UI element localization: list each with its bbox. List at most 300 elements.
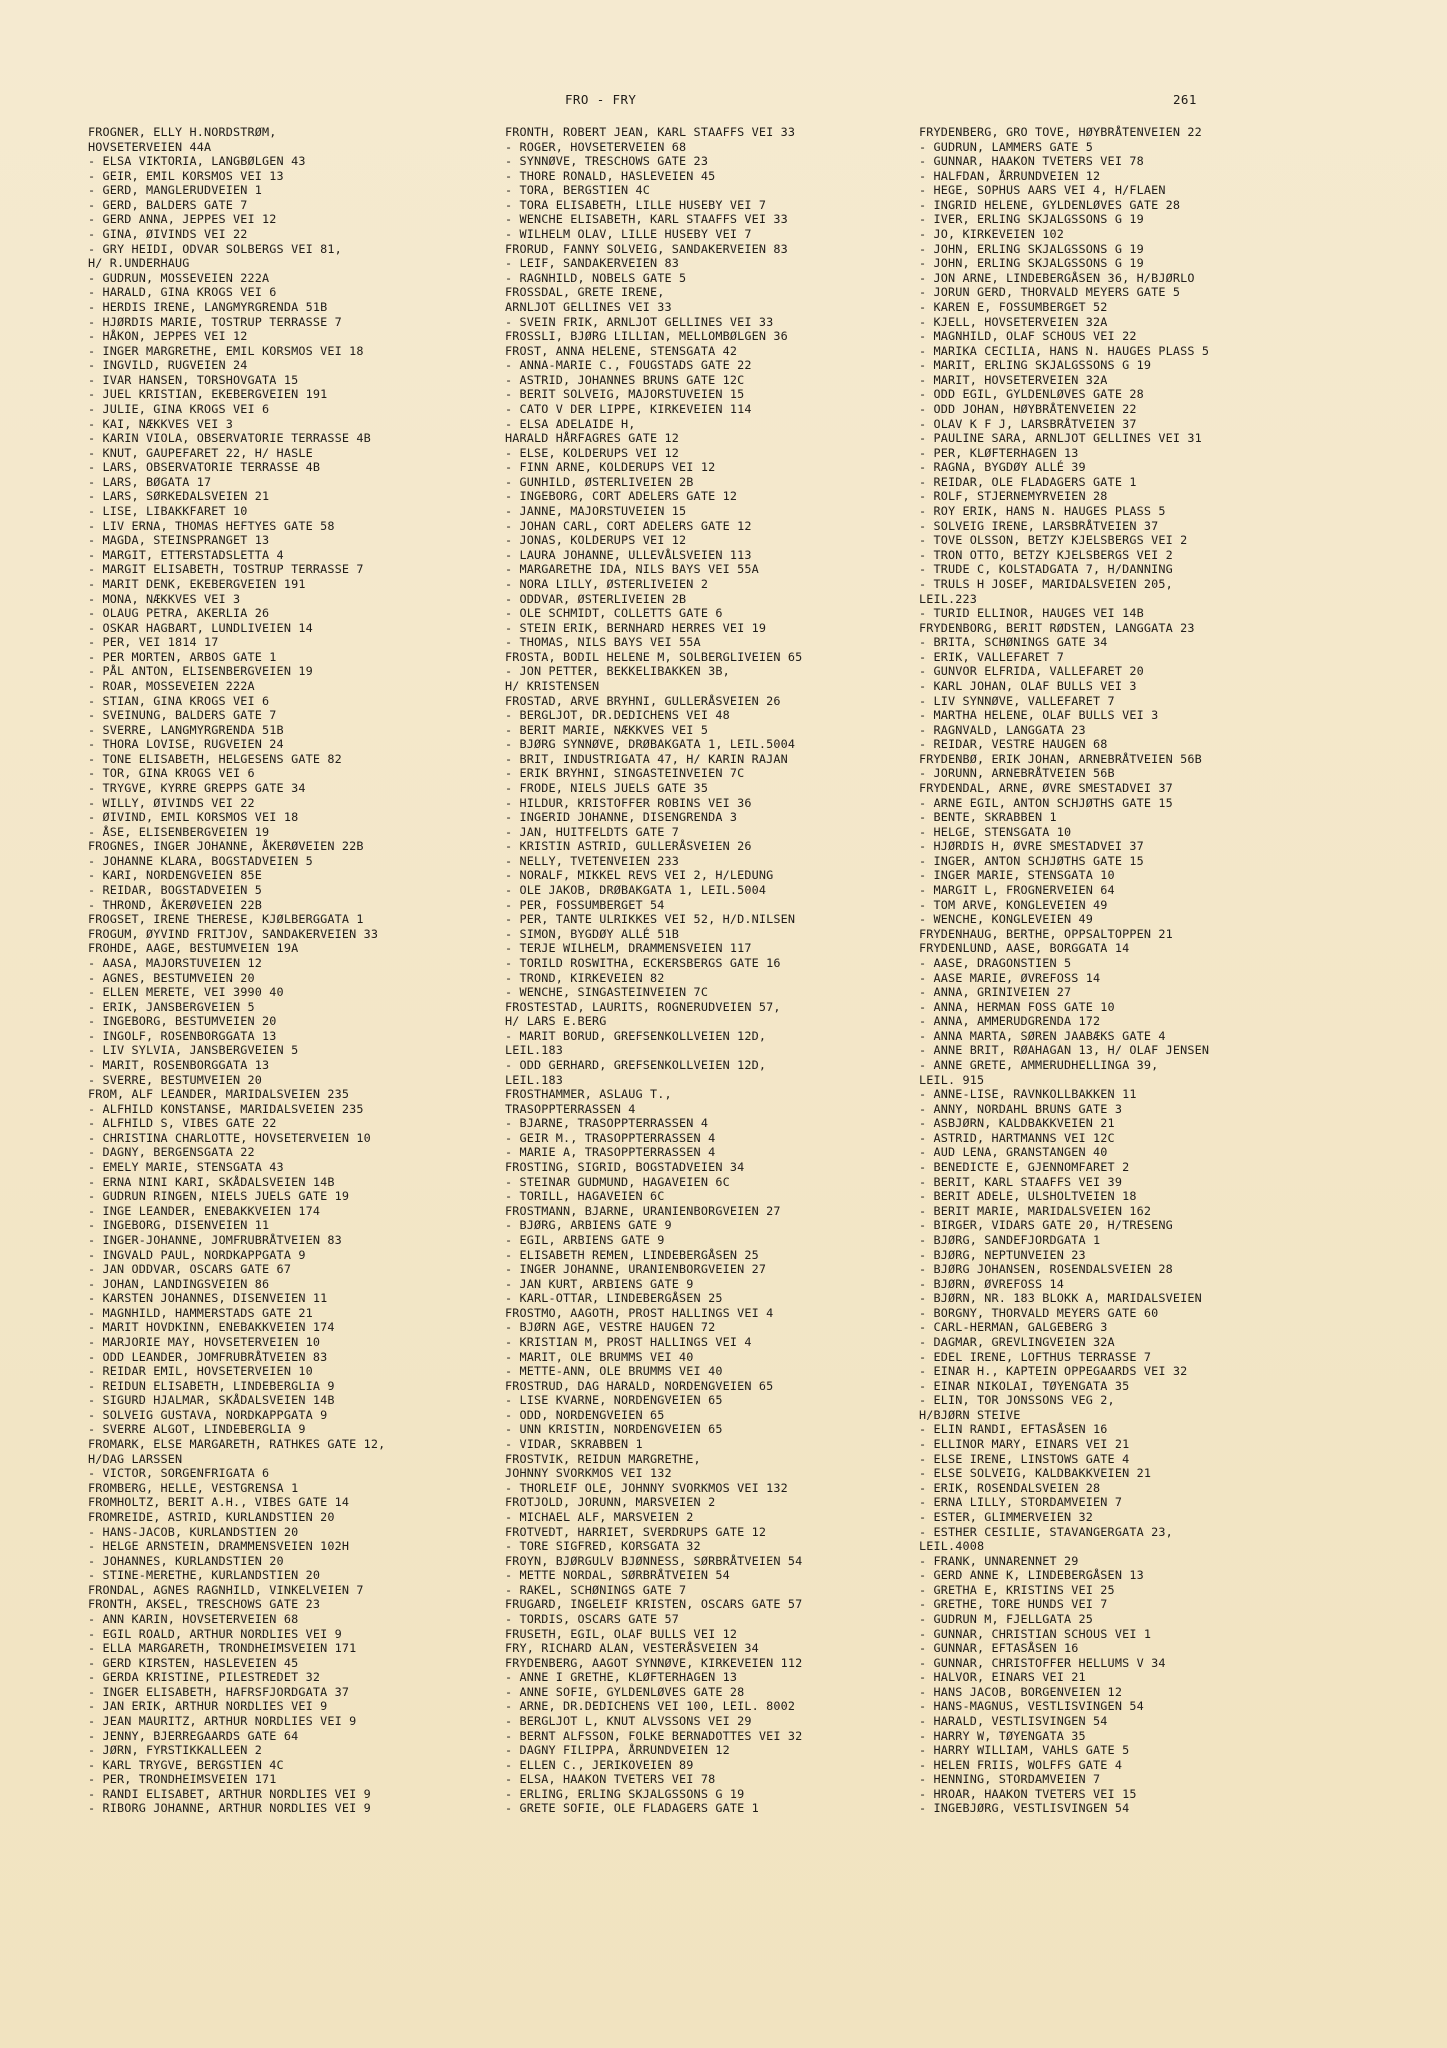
directory-entry-line: - INGER MARIE, STENSGATA 10 <box>919 868 1115 883</box>
directory-entry-line: - REIDAR, VESTRE HAUGEN 68 <box>919 737 1108 752</box>
directory-entry-line: - ELSE, KOLDERUPS VEI 12 <box>505 445 680 460</box>
directory-entry-line: - GERD ANNA, JEPPES VEI 12 <box>88 212 277 227</box>
directory-entry-line: - TRUDE C, KOLSTADGATA 7, H/DANNING <box>919 562 1173 577</box>
directory-entry-line: - GUDRUN RINGEN, NIELS JUELS GATE 19 <box>88 1189 350 1204</box>
directory-entry-line: - ERIK, ROSENDALSVEIEN 28 <box>919 1480 1101 1495</box>
directory-entry-line: - HANS-MAGNUS, VESTLISVINGEN 54 <box>919 1699 1144 1714</box>
directory-entry-line: - ASBJØRN, KALDBAKKVEIEN 21 <box>919 1116 1115 1131</box>
directory-entry-line: FROSSDAL, GRETE IRENE, <box>505 285 665 300</box>
directory-entry-line: - MARGIT, ETTERSTADSLETTA 4 <box>88 547 284 562</box>
directory-entry-line: LEIL.4008 <box>919 1539 985 1554</box>
directory-entry-line: - LEIF, SANDAKERVEIEN 83 <box>505 256 680 271</box>
directory-entry-line: - ELLEN MERETE, VEI 3990 40 <box>88 985 284 1000</box>
directory-entry-line: - NORA LILLY, ØSTERLIVEIEN 2 <box>505 576 709 591</box>
directory-entry-line: - JOHN, ERLING SKJALGSSONS G 19 <box>919 241 1144 256</box>
directory-entry-line: - NELLY, TVETENVEIEN 233 <box>505 853 680 868</box>
directory-entry-line: - ANNE I GRETHE, KLØFTERHAGEN 13 <box>505 1670 738 1685</box>
directory-entry-line: - JOHAN CARL, CORT ADELERS GATE 12 <box>505 518 752 533</box>
directory-entry-line: - AASE, DRAGONSTIEN 5 <box>919 955 1072 970</box>
directory-entry-line: - TORA, BERGSTIEN 4C <box>505 183 651 198</box>
directory-entry-line: FRYDENBERG, AAGOT SYNNØVE, KIRKEVEIEN 112 <box>505 1655 803 1670</box>
directory-entry-line: - MARGARETHE IDA, NILS BAYS VEI 55A <box>505 562 759 577</box>
directory-entry-line: - BERIT MARIE, NÆKKVES VEI 5 <box>505 722 709 737</box>
directory-entry-line: - TOVE OLSSON, BETZY KJELSBERGS VEI 2 <box>919 533 1188 548</box>
directory-entry-line: - ROY ERIK, HANS N. HAUGES PLASS 5 <box>919 504 1166 519</box>
directory-entry-line: - KAREN E, FOSSUMBERGET 52 <box>919 299 1108 314</box>
directory-entry-line: - MARIE A, TRASOPPTERRASSEN 4 <box>505 1145 716 1160</box>
directory-entry-line: - SVEINUNG, BALDERS GATE 7 <box>88 708 277 723</box>
directory-entry-line: - VIDAR, SKRABBEN 1 <box>505 1437 643 1452</box>
directory-entry-line: - ROAR, MOSSEVEIEN 222A <box>88 678 255 693</box>
directory-entry-line: - JENNY, BJERREGAARDS GATE 64 <box>88 1728 299 1743</box>
directory-entry-line: FROYN, BJØRGULV BJØNNESS, SØRBRÅTVEIEN 54 <box>505 1553 803 1568</box>
directory-entry-line: FROM, ALF LEANDER, MARIDALSVEIEN 235 <box>88 1087 350 1102</box>
directory-entry-line: - MAGNHILD, HAMMERSTADS GATE 21 <box>88 1305 313 1320</box>
directory-entry-line: - ERNA LILLY, STORDAMVEIEN 7 <box>919 1495 1123 1510</box>
directory-entry-line: - EGIL, ARBIENS GATE 9 <box>505 1232 665 1247</box>
directory-entry-line: - SIGURD HJALMAR, SKÅDALSVEIEN 14B <box>88 1393 335 1408</box>
directory-entry-line: FROSTING, SIGRID, BOGSTADVEIEN 34 <box>505 1160 745 1175</box>
directory-entry-line: - TORA ELISABETH, LILLE HUSEBY VEI 7 <box>505 197 767 212</box>
directory-entry-line: - GUNNAR, EFTASÅSEN 16 <box>919 1641 1079 1656</box>
directory-entry-line: - INGER JOHANNE, URANIENBORGVEIEN 27 <box>505 1262 767 1277</box>
directory-entry-line: - WENCHE ELISABETH, KARL STAAFFS VEI 33 <box>505 212 788 227</box>
directory-entry-line: - TORE SIGFRED, KORSGATA 32 <box>505 1539 701 1554</box>
directory-entry-line: - KRISTIAN M, PROST HALLINGS VEI 4 <box>505 1334 752 1349</box>
directory-entry-line: - TOR, GINA KROGS VEI 6 <box>88 766 255 781</box>
directory-entry-line: - OLAV K F J, LARSBRÅTVEIEN 37 <box>919 416 1137 431</box>
directory-entry-line: - TRULS H JOSEF, MARIDALSVEIEN 205, <box>919 576 1173 591</box>
directory-entry-line: - THOMAS, NILS BAYS VEI 55A <box>505 635 701 650</box>
directory-entry-line: - INGERID JOHANNE, DISENGRENDA 3 <box>505 810 738 825</box>
directory-entry-line: - MARIT, HOVSETERVEIEN 32A <box>919 372 1108 387</box>
directory-entry-line: - ELIN, TOR JONSSONS VEG 2, <box>919 1393 1115 1408</box>
directory-entry-line: - BJØRG, NEPTUNVEIEN 23 <box>919 1247 1086 1262</box>
directory-entry-line: - LARS, SØRKEDALSVEIEN 21 <box>88 489 270 504</box>
directory-entry-line: - JAN ERIK, ARTHUR NORDLIES VEI 9 <box>88 1699 328 1714</box>
directory-entry-line: - SOLVEIG IRENE, LARSBRÅTVEIEN 37 <box>919 518 1159 533</box>
directory-entry-line: - GUDRUN M, FJELLGATA 25 <box>919 1611 1094 1626</box>
directory-entry-line: - ANNA MARTA, SØREN JAABÆKS GATE 4 <box>919 1028 1166 1043</box>
directory-entry-line: FROGNER, ELLY H.NORDSTRØM, <box>88 125 277 139</box>
directory-entry-line: - ELIN RANDI, EFTASÅSEN 16 <box>919 1422 1108 1437</box>
directory-entry-line: - INGER MARGRETHE, EMIL KORSMOS VEI 18 <box>88 343 364 358</box>
directory-entry-line: - LISE, LIBAKKFARET 10 <box>88 504 248 519</box>
directory-entry-line: - JON ARNE, LINDEBERGÅSEN 36, H/BJØRLO <box>919 270 1195 285</box>
directory-entry-line: - BJØRN AGE, VESTRE HAUGEN 72 <box>505 1320 716 1335</box>
directory-entry-line: - MARGIT ELISABETH, TOSTRUP TERRASSE 7 <box>88 562 364 577</box>
directory-entry-line: FRONTH, AKSEL, TRESCHOWS GATE 23 <box>88 1597 321 1612</box>
directory-entry-line: FROSTHAMMER, ASLAUG T., <box>505 1087 672 1102</box>
directory-entry-line: - KNUT, GAUPEFARET 22, H/ HASLE <box>88 445 313 460</box>
directory-entry-line: FROTVEDT, HARRIET, SVERDRUPS GATE 12 <box>505 1524 767 1539</box>
directory-entry-line: - BERGLJOT, DR.DEDICHENS VEI 48 <box>505 708 730 723</box>
directory-entry-line: - MARIKA CECILIA, HANS N. HAUGES PLASS 5 <box>919 343 1210 358</box>
directory-entry-line: FROMHOLTZ, BERIT A.H., VIBES GATE 14 <box>88 1495 350 1510</box>
directory-entry-line: - KARSTEN JOHANNES, DISENVEIEN 11 <box>88 1291 328 1306</box>
directory-entry-line: - ROGER, HOVSETERVEIEN 68 <box>505 139 687 154</box>
directory-entry-line: FROSTESTAD, LAURITS, ROGNERUDVEIEN 57, <box>505 999 781 1014</box>
directory-entry-line: - DAGMAR, GREVLINGVEIEN 32A <box>919 1334 1115 1349</box>
directory-entry-line: - EGIL ROALD, ARTHUR NORDLIES VEI 9 <box>88 1626 342 1641</box>
directory-entry-line: - PER MORTEN, ARBOS GATE 1 <box>88 649 277 664</box>
directory-entry-line: - WILLY, ØIVINDS VEI 22 <box>88 795 255 810</box>
directory-entry-line: - MARJORIE MAY, HOVSETERVEIEN 10 <box>88 1334 321 1349</box>
directory-entry-line: FROST, ANNA HELENE, STENSGATA 42 <box>505 343 738 358</box>
directory-entry-line: TRASOPPTERRASSEN 4 <box>505 1101 636 1116</box>
directory-entry-line: - RANDI ELISABET, ARTHUR NORDLIES VEI 9 <box>88 1786 371 1801</box>
directory-entry-line: - KARIN VIOLA, OBSERVATORIE TERRASSE 4B <box>88 431 371 446</box>
directory-entry-line: - WENCHE, KONGLEVEIEN 49 <box>919 912 1094 927</box>
directory-entry-line: FROSTRUD, DAG HARALD, NORDENGVEIEN 65 <box>505 1378 774 1393</box>
directory-entry-line: - JULIE, GINA KROGS VEI 6 <box>88 401 270 416</box>
directory-entry-line: - ODD JOHAN, HØYBRÅTENVEIEN 22 <box>919 401 1137 416</box>
directory-entry-line: - MARGIT L, FROGNERVEIEN 64 <box>919 883 1115 898</box>
directory-entry-line: - THROND, ÅKERØVEIEN 22B <box>88 897 263 912</box>
directory-entry-line: - ERNA NINI KARI, SKÅDALSVEIEN 14B <box>88 1174 335 1189</box>
directory-entry-line: - GERD, MANGLERUDVEIEN 1 <box>88 183 263 198</box>
directory-entry-line: - SVERRE, BESTUMVEIEN 20 <box>88 1072 263 1087</box>
directory-entry-line: - STINE-MERETHE, KURLANDSTIEN 20 <box>88 1568 321 1583</box>
directory-entry-line: - JO, KIRKEVEIEN 102 <box>919 227 1065 242</box>
directory-entry-line: - TONE ELISABETH, HELGESENS GATE 82 <box>88 751 342 766</box>
directory-entry-line: - ALFHILD KONSTANSE, MARIDALSVEIEN 235 <box>88 1101 364 1116</box>
directory-entry-line: - HARRY W, TØYENGATA 35 <box>919 1728 1086 1743</box>
directory-entry-line: - STIAN, GINA KROGS VEI 6 <box>88 693 270 708</box>
directory-entry-line: - ANNY, NORDAHL BRUNS GATE 3 <box>919 1101 1123 1116</box>
directory-entry-line: - AASA, MAJORSTUVEIEN 12 <box>88 955 263 970</box>
directory-entry-line: - JØRN, FYRSTIKKALLEEN 2 <box>88 1743 263 1758</box>
directory-entry-line: - HILDUR, KRISTOFFER ROBINS VEI 36 <box>505 795 752 810</box>
directory-entry-line: - ELLA MARGARETH, TRONDHEIMSVEIEN 171 <box>88 1641 357 1656</box>
directory-entry-line: - SYNNØVE, TRESCHOWS GATE 23 <box>505 154 709 169</box>
directory-entry-line: - TORILL, HAGAVEIEN 6C <box>505 1189 665 1204</box>
directory-entry-line: - BRITA, SCHØNINGS GATE 34 <box>919 635 1108 650</box>
directory-entry-line: - ODD LEANDER, JOMFRUBRÅTVEIEN 83 <box>88 1349 328 1364</box>
directory-entry-line: - ELSA ADELAIDE H, <box>505 416 636 431</box>
directory-entry-line: - ODD EGIL, GYLDENLØVES GATE 28 <box>919 387 1144 402</box>
directory-entry-line: - HEGE, SOPHUS AARS VEI 4, H/FLAEN <box>919 183 1166 198</box>
directory-entry-line: FROTJOLD, JORUNN, MARSVEIEN 2 <box>505 1495 716 1510</box>
directory-entry-line: - ESTER, GLIMMERVEIEN 32 <box>919 1509 1094 1524</box>
directory-entry-line: - LISE KVARNE, NORDENGVEIEN 65 <box>505 1393 723 1408</box>
directory-entry-line: - GERD ANNE K, LINDEBERGÅSEN 13 <box>919 1568 1144 1583</box>
directory-entry-line: - ÅSE, ELISENBERGVEIEN 19 <box>88 824 270 839</box>
directory-entry-line: - JUEL KRISTIAN, EKEBERGVEIEN 191 <box>88 387 328 402</box>
directory-entry-line: H/ LARS E.BERG <box>505 1014 607 1029</box>
directory-entry-line: - TOM ARVE, KONGLEVEIEN 49 <box>919 897 1108 912</box>
directory-entry-line: - HELGE, STENSGATA 10 <box>919 824 1072 839</box>
directory-entry-line: FROSTMO, AAGOTH, PROST HALLINGS VEI 4 <box>505 1305 774 1320</box>
directory-entry-line: - GERD KIRSTEN, HASLEVEIEN 45 <box>88 1655 299 1670</box>
directory-entry-line: FRYDENHAUG, BERTHE, OPPSALTOPPEN 21 <box>919 926 1173 941</box>
directory-entry-line: - ANNA, GRINIVEIEN 27 <box>919 985 1072 1000</box>
directory-entry-line: - ANNA, HERMAN FOSS GATE 10 <box>919 999 1115 1014</box>
directory-entry-line: FROSSLI, BJØRG LILLIAN, MELLOMBØLGEN 36 <box>505 329 788 344</box>
directory-entry-line: - BERIT, KARL STAAFFS VEI 39 <box>919 1174 1123 1189</box>
directory-entry-line: - ELSA VIKTORIA, LANGBØLGEN 43 <box>88 154 306 169</box>
directory-entry-line: - SVERRE ALGOT, LINDEBERGLIA 9 <box>88 1422 306 1437</box>
directory-entry-line: - ANNA, AMMERUDGRENDA 172 <box>919 1014 1101 1029</box>
directory-entry-line: - HELGE ARNSTEIN, DRAMMENSVEIEN 102H <box>88 1539 350 1554</box>
directory-entry-line: - RAGNA, BYGDØY ALLÉ 39 <box>919 460 1086 475</box>
directory-entry-line: - INGOLF, ROSENBORGGATA 13 <box>88 1028 277 1043</box>
directory-entry-line: FRYDENBØ, ERIK JOHAN, ARNEBRÅTVEIEN 56B <box>919 751 1202 766</box>
directory-entry-line: - ANN KARIN, HOVSETERVEIEN 68 <box>88 1611 299 1626</box>
directory-entry-line: - BERIT MARIE, MARIDALSVEIEN 162 <box>919 1203 1152 1218</box>
directory-entry-line: LEIL.183 <box>505 1072 564 1087</box>
directory-entry-line: - BORGNY, THORVALD MEYERS GATE 60 <box>919 1305 1159 1320</box>
directory-entry-line: FROSTA, BODIL HELENE M, SOLBERGLIVEIEN 65 <box>505 649 803 664</box>
directory-entry-line: - DAGNY, BERGENSGATA 22 <box>88 1145 255 1160</box>
running-title: FRO - FRY <box>565 92 637 107</box>
directory-entry-line: - ELISABETH REMEN, LINDEBERGÅSEN 25 <box>505 1247 759 1262</box>
directory-column-2 <box>505 125 802 1816</box>
directory-entry-line: - HARRY WILLIAM, VAHLS GATE 5 <box>919 1743 1130 1758</box>
directory-entry-line: - ODD GERHARD, GREFSENKOLLVEIEN 12D, <box>505 1058 767 1072</box>
directory-entry-line: - INGEBORG, CORT ADELERS GATE 12 <box>505 489 738 504</box>
directory-entry-line: - GRY HEIDI, ODVAR SOLBERGS VEI 81, <box>88 241 342 256</box>
directory-entry-line: - HANS JACOB, BORGENVEIEN 12 <box>919 1684 1123 1699</box>
directory-entry-line: - ARNE EGIL, ANTON SCHJØTHS GATE 15 <box>919 795 1173 810</box>
directory-entry-line: LEIL. 915 <box>919 1072 985 1087</box>
directory-entry-line: - FRODE, NIELS JUELS GATE 35 <box>505 781 709 796</box>
directory-entry-line: - BJØRG SYNNØVE, DRØBAKGATA 1, LEIL.5004 <box>505 737 796 752</box>
directory-entry-line: - PER, TRONDHEIMSVEIEN 171 <box>88 1772 277 1787</box>
directory-entry-line: - ODDVAR, ØSTERLIVEIEN 2B <box>505 591 687 606</box>
directory-entry-line: - KARL TRYGVE, BERGSTIEN 4C <box>88 1757 284 1772</box>
directory-entry-line: - HANS-JACOB, KURLANDSTIEN 20 <box>88 1524 299 1539</box>
directory-entry-line: - INGVILD, RUGVEIEN 24 <box>88 358 248 373</box>
directory-entry-line: FROMARK, ELSE MARGARETH, RATHKES GATE 12, <box>88 1437 386 1452</box>
directory-entry-line: - CARL-HERMAN, GALGEBERG 3 <box>919 1320 1108 1335</box>
directory-entry-line: FROGNES, INGER JOHANNE, ÅKERØVEIEN 22B <box>88 839 364 854</box>
directory-entry-line: - MAGNHILD, OLAF SCHOUS VEI 22 <box>919 329 1137 344</box>
directory-entry-line: - THORLEIF OLE, JOHNNY SVORKMOS VEI 132 <box>505 1480 788 1495</box>
directory-entry-line: - OLE SCHMIDT, COLLETTS GATE 6 <box>505 606 723 621</box>
directory-entry-line: - GERDA KRISTINE, PILESTREDET 32 <box>88 1670 321 1685</box>
directory-entry-line: - ASTRID, JOHANNES BRUNS GATE 12C <box>505 372 745 387</box>
directory-entry-line: - GINA, ØIVINDS VEI 22 <box>88 227 248 242</box>
directory-entry-line: - AGNES, BESTUMVEIEN 20 <box>88 970 255 985</box>
directory-entry-line: FRYDENDAL, ARNE, ØVRE SMESTADVEI 37 <box>919 781 1173 796</box>
directory-entry-line: - MAGDA, STEINSPRANGET 13 <box>88 533 270 548</box>
directory-entry-line: - EINAR NIKOLAI, TØYENGATA 35 <box>919 1378 1130 1393</box>
directory-entry-line: - HENNING, STORDAMVEIEN 7 <box>919 1772 1101 1787</box>
directory-entry-line: FROSTAD, ARVE BRYHNI, GULLERÅSVEIEN 26 <box>505 693 781 708</box>
directory-entry-line: - STEIN ERIK, BERNHARD HERRES VEI 19 <box>505 620 767 635</box>
directory-entry-line: - GUNNAR, CHRISTOFFER HELLUMS V 34 <box>919 1655 1166 1670</box>
directory-entry-line: - ALFHILD S, VIBES GATE 22 <box>88 1116 277 1131</box>
directory-entry-line: LEIL.183 <box>505 1043 564 1058</box>
directory-entry-line: - HALFDAN, ÅRRUNDVEIEN 12 <box>919 168 1101 183</box>
directory-entry-line: FROSTVIK, REIDUN MARGRETHE, <box>505 1451 701 1466</box>
directory-entry-line: - HERDIS IRENE, LANGMYRGRENDA 51B <box>88 299 328 314</box>
directory-entry-line: - SVEIN FRIK, ARNLJOT GELLINES VEI 33 <box>505 314 774 329</box>
directory-entry-line: FROHDE, AAGE, BESTUMVEIEN 19A <box>88 941 299 956</box>
directory-entry-line: - METTE-ANN, OLE BRUMMS VEI 40 <box>505 1364 723 1379</box>
directory-entry-line: - ASTRID, HARTMANNS VEI 12C <box>919 1130 1115 1145</box>
directory-entry-line: - JORUNN, ARNEBRÅTVEIEN 56B <box>919 766 1115 781</box>
directory-entry-line: - BERGLJOT L, KNUT ALVSSONS VEI 29 <box>505 1714 752 1729</box>
directory-entry-line: - PER, VEI 1814 17 <box>88 635 219 650</box>
page-header <box>0 92 1447 112</box>
directory-entry-line: - IVER, ERLING SKJALGSSONS G 19 <box>919 212 1144 227</box>
directory-column-1 <box>88 125 385 1816</box>
directory-entry-line: FRYDENLUND, AASE, BORGGATA 14 <box>919 941 1130 956</box>
directory-entry-line: - UNN KRISTIN, NORDENGVEIEN 65 <box>505 1422 723 1437</box>
directory-entry-line: - KRISTIN ASTRID, GULLERÅSVEIEN 26 <box>505 839 752 854</box>
directory-entry-line: - ELSA, HAAKON TVETERS VEI 78 <box>505 1772 716 1787</box>
directory-entry-line: FRUSETH, EGIL, OLAF BULLS VEI 12 <box>505 1626 738 1641</box>
directory-entry-line: - JAN ODDVAR, OSCARS GATE 67 <box>88 1262 292 1277</box>
directory-entry-line: - ARNE, DR.DEDICHENS VEI 100, LEIL. 8002 <box>505 1699 796 1714</box>
directory-entry-line: - TORILD ROSWITHA, ECKERSBERGS GATE 16 <box>505 955 781 970</box>
directory-entry-line: - GRETE SOFIE, OLE FLADAGERS GATE 1 <box>505 1801 759 1816</box>
directory-entry-line: - MARIT BORUD, GREFSENKOLLVEIEN 12D, <box>505 1028 767 1043</box>
directory-entry-line: - HÅKON, JEPPES VEI 12 <box>88 329 248 344</box>
directory-entry-line: - JANNE, MAJORSTUVEIEN 15 <box>505 504 687 519</box>
directory-entry-line: - LARS, BØGATA 17 <box>88 474 212 489</box>
directory-entry-line: - ØIVIND, EMIL KORSMOS VEI 18 <box>88 810 299 825</box>
directory-entry-line: - EMELY MARIE, STENSGATA 43 <box>88 1160 284 1175</box>
directory-entry-line: - JOHN, ERLING SKJALGSSONS G 19 <box>919 256 1144 271</box>
directory-entry-line: - LIV ERNA, THOMAS HEFTYES GATE 58 <box>88 518 335 533</box>
directory-entry-line: - TROND, KIRKEVEIEN 82 <box>505 970 665 985</box>
directory-entry-line: H/DAG LARSSEN <box>88 1451 183 1466</box>
directory-entry-line: - ANNE GRETE, AMMERUDHELLINGA 39, <box>919 1058 1159 1072</box>
directory-entry-line: - JOHANNE KLARA, BOGSTADVEIEN 5 <box>88 853 313 868</box>
directory-entry-line: - ANNE BRIT, RØAHAGAN 13, H/ OLAF JENSEN <box>919 1043 1210 1058</box>
directory-entry-line: - WENCHE, SINGASTEINVEIEN 7C <box>505 985 709 1000</box>
directory-entry-line: - GERD, BALDERS GATE 7 <box>88 197 248 212</box>
directory-entry-line: - LARS, OBSERVATORIE TERRASSE 4B <box>88 460 321 475</box>
directory-entry-line: - GUNHILD, ØSTERLIVEIEN 2B <box>505 474 694 489</box>
directory-entry-line: - PER, TANTE ULRIKKES VEI 52, H/D.NILSEN <box>505 912 796 927</box>
directory-entry-line: - INGRID HELENE, GYLDENLØVES GATE 28 <box>919 197 1181 212</box>
directory-entry-line: - OLAUG PETRA, AKERLIA 26 <box>88 606 270 621</box>
directory-entry-line: LEIL.223 <box>919 591 978 606</box>
directory-entry-line: - RAGNVALD, LANGGATA 23 <box>919 722 1086 737</box>
directory-entry-line: - TORDIS, OSCARS GATE 57 <box>505 1611 680 1626</box>
directory-entry-line: - JORUN GERD, THORVALD MEYERS GATE 5 <box>919 285 1181 300</box>
directory-entry-line: - ERIK, JANSBERGVEIEN 5 <box>88 999 255 1014</box>
directory-entry-line: - ELLINOR MARY, EINARS VEI 21 <box>919 1437 1130 1452</box>
directory-entry-line: - MARIT, OLE BRUMMS VEI 40 <box>505 1349 694 1364</box>
directory-entry-line: FRUGARD, INGELEIF KRISTEN, OSCARS GATE 57 <box>505 1597 803 1612</box>
directory-entry-line: FRORUD, FANNY SOLVEIG, SANDAKERVEIEN 83 <box>505 241 788 256</box>
directory-entry-line: - TRYGVE, KYRRE GREPPS GATE 34 <box>88 781 306 796</box>
directory-entry-line: - HALVOR, EINARS VEI 21 <box>919 1670 1086 1685</box>
directory-entry-line: - REIDUN ELISABETH, LINDEBERGLIA 9 <box>88 1378 335 1393</box>
directory-entry-line: - PER, KLØFTERHAGEN 13 <box>919 445 1079 460</box>
directory-entry-line: - HJØRDIS MARIE, TOSTRUP TERRASSE 7 <box>88 314 342 329</box>
directory-entry-line: H/ KRISTENSEN <box>505 678 600 693</box>
directory-entry-line: - INGEBORG, BESTUMVEIEN 20 <box>88 1014 277 1029</box>
directory-entry-line: - MARIT, ERLING SKJALGSSONS G 19 <box>919 358 1152 373</box>
directory-entry-line: - FINN ARNE, KOLDERUPS VEI 12 <box>505 460 716 475</box>
directory-entry-line: - KARL JOHAN, OLAF BULLS VEI 3 <box>919 678 1137 693</box>
directory-entry-line: - HELEN FRIIS, WOLFFS GATE 4 <box>919 1757 1123 1772</box>
directory-entry-line: - BJØRG, ARBIENS GATE 9 <box>505 1218 672 1233</box>
directory-entry-line: - GUNVOR ELFRIDA, VALLEFARET 20 <box>919 664 1144 679</box>
directory-entry-line: - BIRGER, VIDARS GATE 20, H/TRESENG <box>919 1218 1173 1233</box>
directory-entry-line: - OSKAR HAGBART, LUNDLIVEIEN 14 <box>88 620 313 635</box>
directory-entry-line: - ANNA-MARIE C., FOUGSTADS GATE 22 <box>505 358 752 373</box>
directory-entry-line: - VICTOR, SORGENFRIGATA 6 <box>88 1466 270 1481</box>
directory-entry-line: FROGUM, ØYVIND FRITJOV, SANDAKERVEIEN 33 <box>88 926 379 941</box>
directory-entry-line: - ERIK BRYHNI, SINGASTEINVEIEN 7C <box>505 766 745 781</box>
directory-entry-line: - KARL-OTTAR, LINDEBERGÅSEN 25 <box>505 1291 723 1306</box>
directory-entry-line: - TRON OTTO, BETZY KJELSBERGS VEI 2 <box>919 547 1173 562</box>
directory-entry-line: - GEIR M., TRASOPPTERRASSEN 4 <box>505 1130 716 1145</box>
directory-entry-line: - AASE MARIE, ØVREFOSS 14 <box>919 970 1101 985</box>
directory-entry-line: - ROLF, STJERNEMYRVEIEN 28 <box>919 489 1108 504</box>
directory-column-3 <box>919 125 1209 1816</box>
directory-entry-line: FROMREIDE, ASTRID, KURLANDSTIEN 20 <box>88 1509 335 1524</box>
directory-entry-line: HOVSETERVEIEN 44A <box>88 139 212 154</box>
directory-entry-line: - EDEL IRENE, LOFTHUS TERRASSE 7 <box>919 1349 1152 1364</box>
directory-entry-line: - PÅL ANTON, ELISENBERGVEIEN 19 <box>88 664 313 679</box>
directory-entry-line: - ESTHER CESILIE, STAVANGERGATA 23, <box>919 1524 1173 1539</box>
directory-entry-line: - GRETHA E, KRISTINS VEI 25 <box>919 1582 1115 1597</box>
directory-entry-line: - BJØRG, SANDEFJORDGATA 1 <box>919 1232 1101 1247</box>
directory-entry-line: - INGER-JOHANNE, JOMFRUBRÅTVEIEN 83 <box>88 1232 342 1247</box>
directory-entry-line: - RAGNHILD, NOBELS GATE 5 <box>505 270 687 285</box>
directory-entry-line: - BJØRG JOHANSEN, ROSENDALSVEIEN 28 <box>919 1262 1173 1277</box>
directory-entry-line: - BERIT SOLVEIG, MAJORSTUVEIEN 15 <box>505 387 745 402</box>
directory-entry-line: - HJØRDIS H, ØVRE SMESTADVEI 37 <box>919 839 1144 854</box>
directory-entry-line: - KARI, NORDENGVEIEN 85E <box>88 868 263 883</box>
directory-entry-line: FRY, RICHARD ALAN, VESTERÅSVEIEN 34 <box>505 1641 759 1656</box>
directory-entry-line: - SVERRE, LANGMYRGRENDA 51B <box>88 722 284 737</box>
directory-entry-line: - GRETHE, TORE HUNDS VEI 7 <box>919 1597 1108 1612</box>
directory-entry-line: - MARIT HOVDKINN, ENEBAKKVEIEN 174 <box>88 1320 335 1335</box>
directory-entry-line: - INGER, ANTON SCHJØTHS GATE 15 <box>919 853 1144 868</box>
directory-entry-line: - MARTHA HELENE, OLAF BULLS VEI 3 <box>919 708 1159 723</box>
directory-entry-line: - JONAS, KOLDERUPS VEI 12 <box>505 533 687 548</box>
directory-entry-line: - MARIT, ROSENBORGGATA 13 <box>88 1058 270 1072</box>
directory-entry-line: - KAI, NÆKKVES VEI 3 <box>88 416 234 431</box>
directory-entry-line: - LAURA JOHANNE, ULLEVÅLSVEIEN 113 <box>505 547 752 562</box>
directory-entry-line: - BERIT ADELE, ULSHOLTVEIEN 18 <box>919 1189 1137 1204</box>
directory-entry-line: FRYDENBERG, GRO TOVE, HØYBRÅTENVEIEN 22 <box>919 125 1202 139</box>
directory-entry-line: - GUNNAR, HAAKON TVETERS VEI 78 <box>919 154 1144 169</box>
directory-entry-line: - METTE NORDAL, SØRBRÅTVEIEN 54 <box>505 1568 730 1583</box>
directory-entry-line: - IVAR HANSEN, TORSHOVGATA 15 <box>88 372 299 387</box>
directory-entry-line: - ELSE SOLVEIG, KALDBAKKVEIEN 21 <box>919 1466 1152 1481</box>
directory-entry-line: - GUDRUN, MOSSEVEIEN 222A <box>88 270 270 285</box>
directory-entry-line: - MARIT DENK, EKEBERGVEIEN 191 <box>88 576 306 591</box>
directory-entry-line: - HARALD, GINA KROGS VEI 6 <box>88 285 277 300</box>
directory-entry-line: - BJØRN, ØVREFOSS 14 <box>919 1276 1065 1291</box>
directory-entry-line: - INGE LEANDER, ENEBAKKVEIEN 174 <box>88 1203 321 1218</box>
directory-entry-line: FROMBERG, HELLE, VESTGRENSA 1 <box>88 1480 299 1495</box>
directory-entry-line: FROSTMANN, BJARNE, URANIENBORGVEIEN 27 <box>505 1203 781 1218</box>
directory-entry-line: - DAGNY FILIPPA, ÅRRUNDVEIEN 12 <box>505 1743 730 1758</box>
directory-entry-line: H/ R.UNDERHAUG <box>88 256 190 271</box>
directory-entry-line: - WILHELM OLAV, LILLE HUSEBY VEI 7 <box>505 227 752 242</box>
directory-entry-line: - MICHAEL ALF, MARSVEIEN 2 <box>505 1509 694 1524</box>
page-number: 261 <box>1173 92 1197 107</box>
directory-entry-line: - INGEBORG, DISENVEIEN 11 <box>88 1218 270 1233</box>
directory-entry-line: - ELSE IRENE, LINSTOWS GATE 4 <box>919 1451 1130 1466</box>
directory-entry-line: FRONTH, ROBERT JEAN, KARL STAAFFS VEI 33 <box>505 125 796 139</box>
directory-entry-line: - AUD LENA, GRANSTANGEN 40 <box>919 1145 1108 1160</box>
directory-entry-line: - FRANK, UNNARENNET 29 <box>919 1553 1079 1568</box>
directory-entry-line: - ELLEN C., JERIKOVEIEN 89 <box>505 1757 694 1772</box>
directory-entry-line: - ERIK, VALLEFARET 7 <box>919 649 1065 664</box>
